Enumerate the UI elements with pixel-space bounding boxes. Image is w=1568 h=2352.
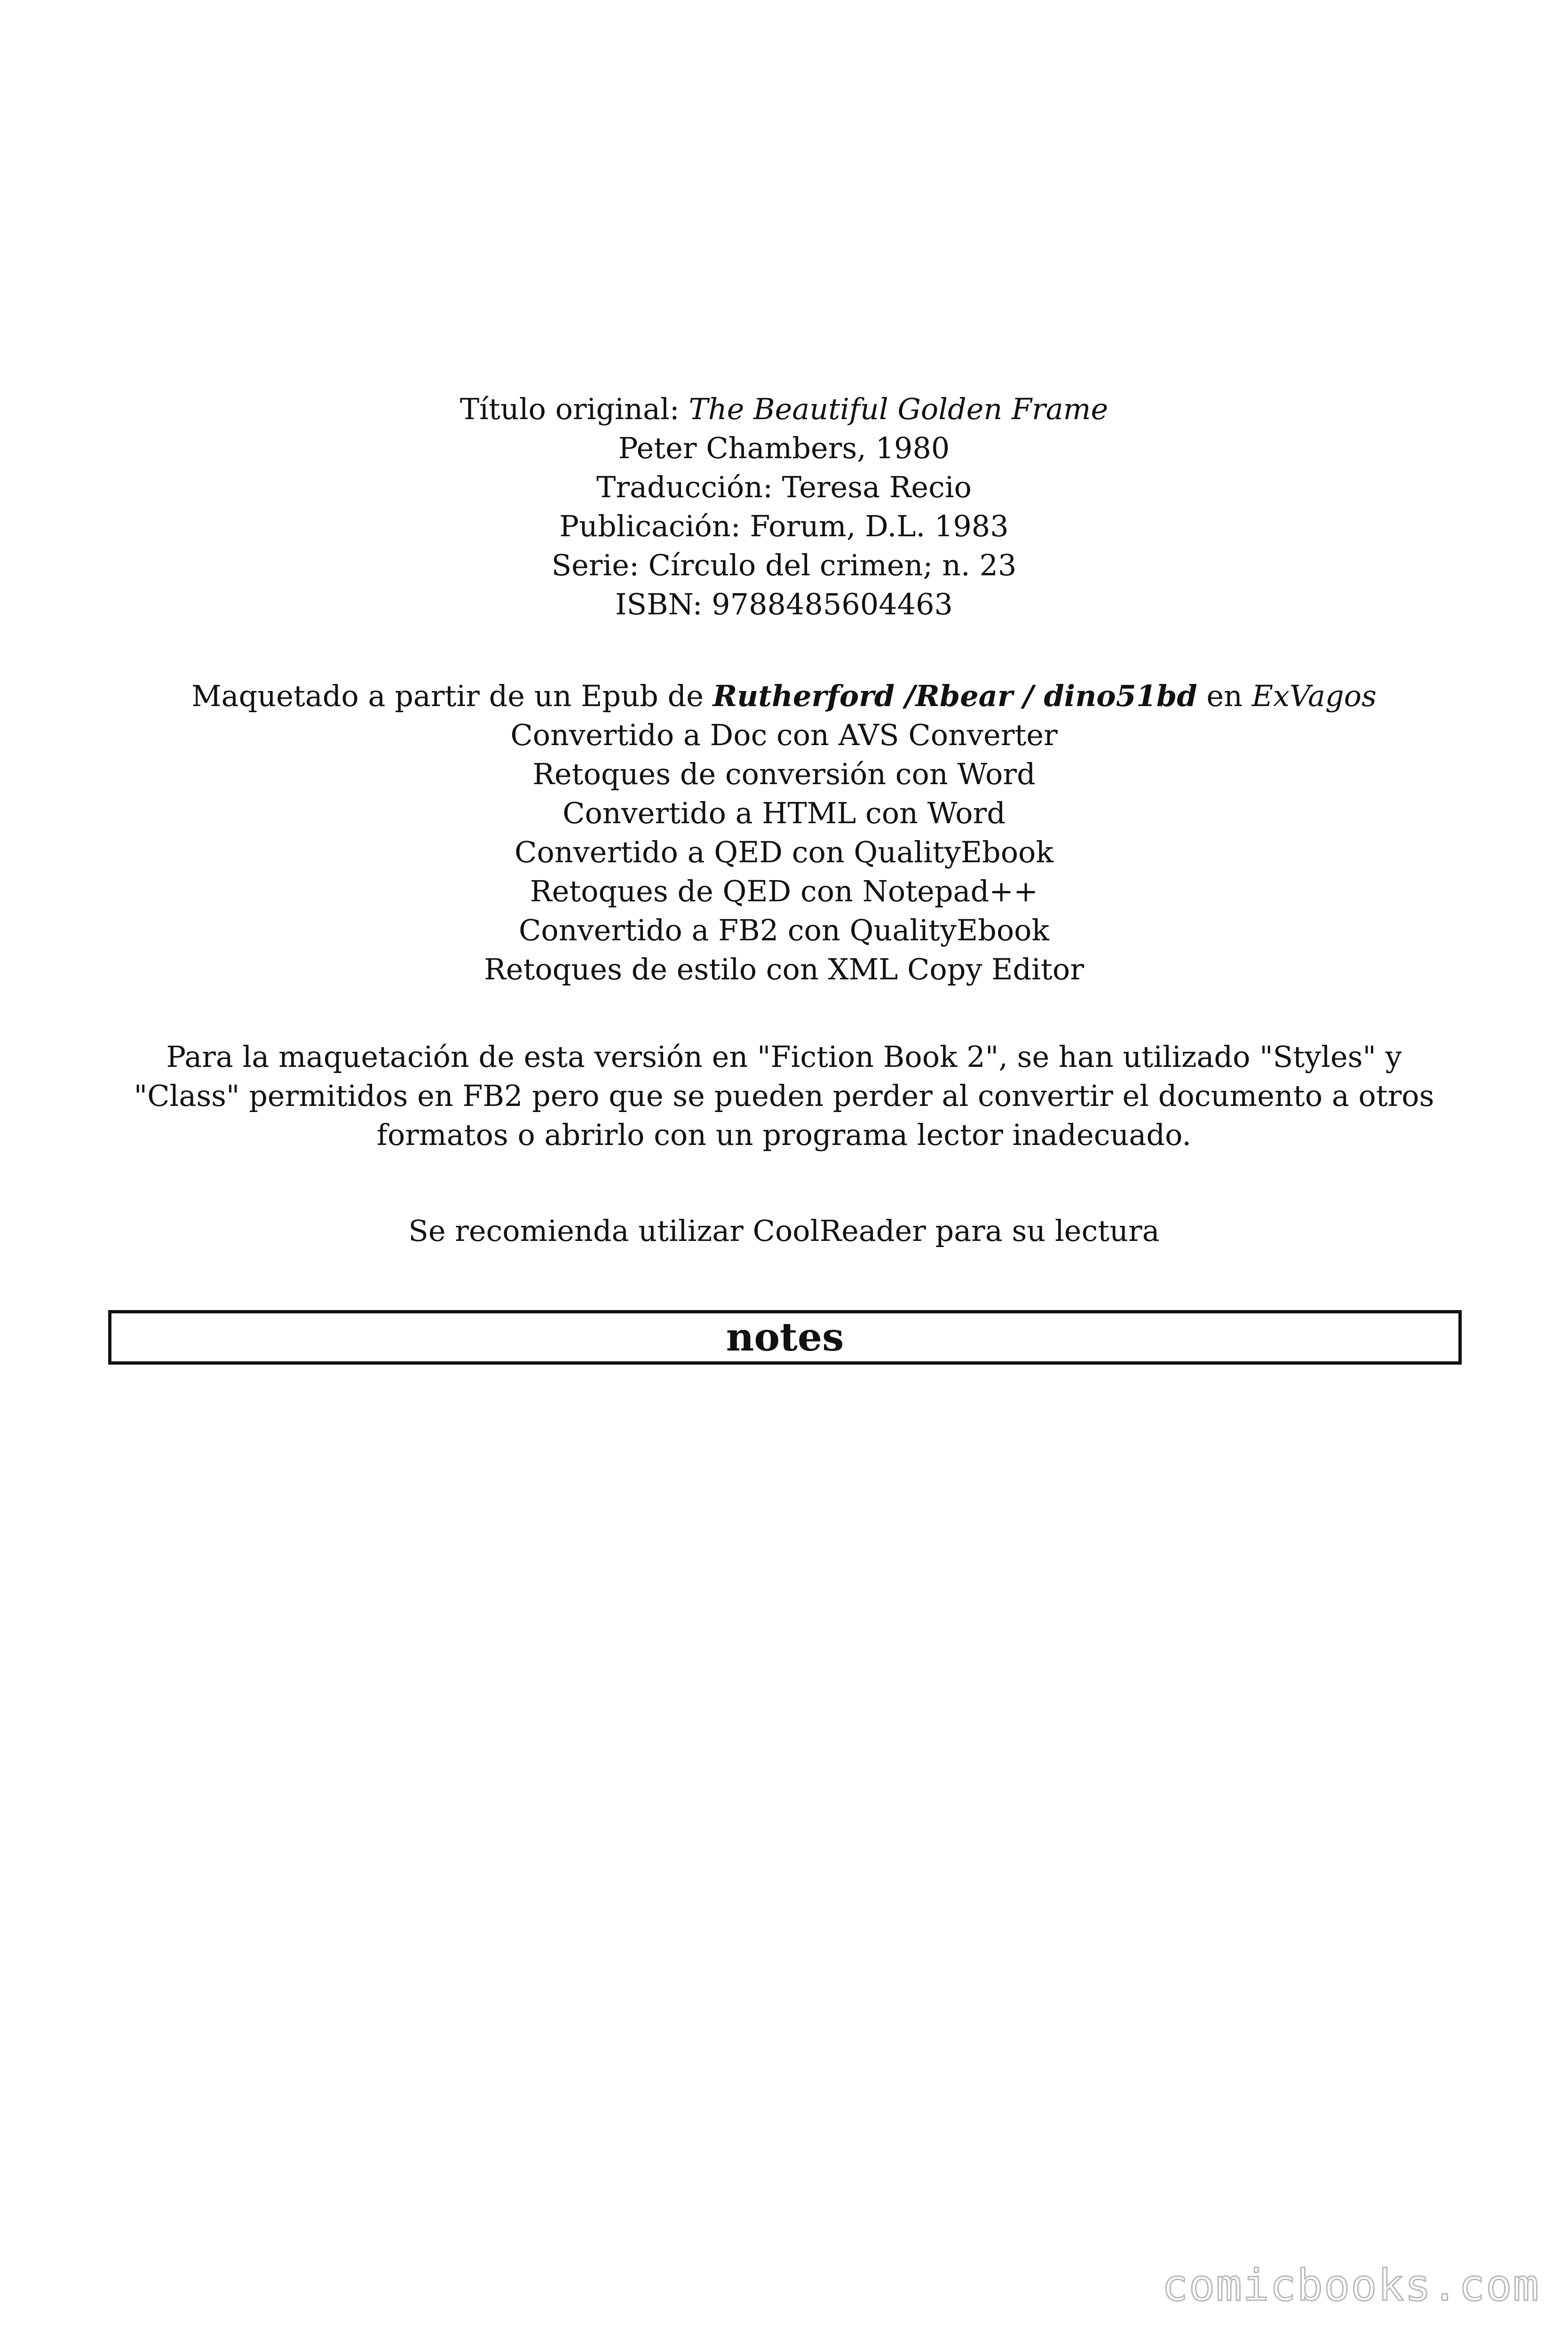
- production-step: Convertido a FB2 con QualityEbook: [518, 913, 1050, 947]
- production-step: Retoques de QED con Notepad++: [530, 874, 1038, 908]
- isbn: ISBN: 9788485604463: [615, 587, 953, 621]
- reader-recommendation: Se recomienda utilizar CoolReader para su lectura: [408, 1214, 1160, 1248]
- original-title-line: [0, 389, 1568, 429]
- original-title: The Beautiful Golden Frame: [689, 392, 1109, 426]
- epub-mid: en: [1197, 679, 1252, 713]
- book-credits: [0, 389, 1568, 624]
- format-note: Para la maquetación de esta versión en "Fiction Book 2", se han utilizado "Styles" y "Class" permitidos en FB2 pero que se pueden perder al convertir el documento a otros formatos o abrirlo con un programa lector inadecuado.: [134, 1040, 1434, 1152]
- notes-heading: notes: [108, 1310, 1462, 1365]
- author-year: Peter Chambers, 1980: [618, 431, 950, 465]
- series: Serie: Círculo del crimen; n. 23: [551, 548, 1017, 582]
- production-credits: [0, 676, 1568, 989]
- production-step: Retoques de estilo con XML Copy Editor: [484, 952, 1084, 986]
- epub-authors: Rutherford /Rbear / dino51bd: [713, 679, 1197, 713]
- production-step: Convertido a QED con QualityEbook: [515, 835, 1053, 869]
- production-step: Convertido a Doc con AVS Converter: [510, 718, 1058, 752]
- epub-site: ExVagos: [1251, 679, 1377, 713]
- translation: Traducción: Teresa Recio: [596, 470, 972, 504]
- epub-prefix: Maquetado a partir de un Epub de: [191, 679, 713, 713]
- production-step: Convertido a HTML con Word: [562, 796, 1006, 830]
- original-title-label: Título original:: [459, 392, 689, 426]
- epub-source-line: [0, 676, 1568, 715]
- production-step: Retoques de conversión con Word: [532, 757, 1036, 791]
- publication: Publicación: Forum, D.L. 1983: [559, 509, 1009, 543]
- watermark: comicbooks.com: [1162, 2260, 1540, 2311]
